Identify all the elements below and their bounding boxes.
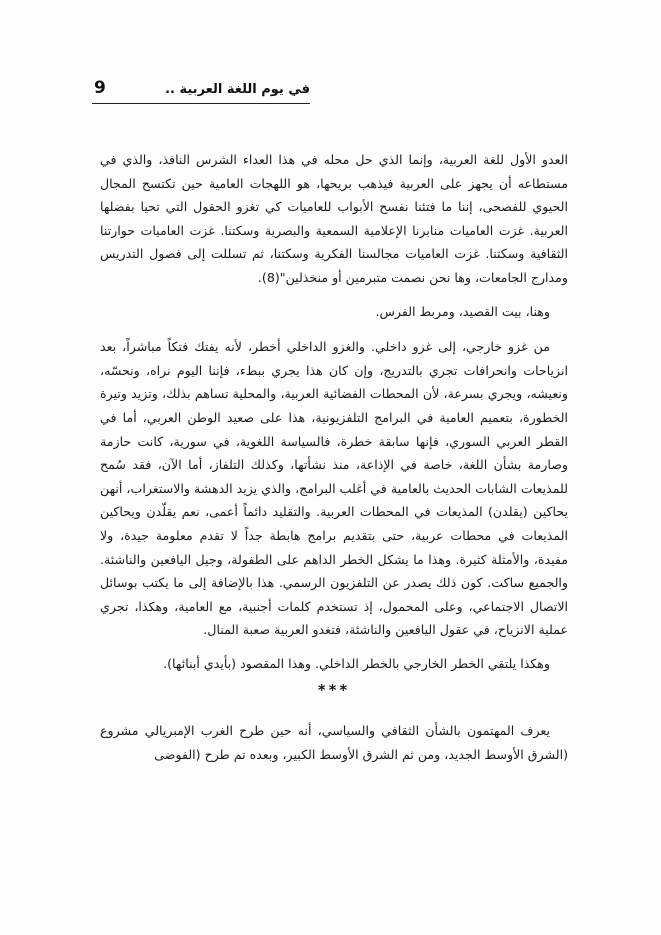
paragraph-2: وهنا، بيت القصيد، ومربط الفرس. (375, 303, 550, 319)
paragraph-1: العدو الأول للغة العربية، وإنما الذي حل محله في هذا العداء الشرس النافذ، والذي في مستطاعه أن يجهز على العربية فيذهب بريحها، هو اللهجات العامية حين تكتسح المجال الحيوي للفصحى، إننا ما فتئنا نفسح الأبواب للعاميات كي تغزو الحقول التي تحيا بفضلها العربية. غزت العاميات منابرنا الإعلامية السمعية والبصرية وسكتنا. غزت العاميات حوارتنا الثقافية وسكتنا. غزت العاميات مجالسنا الفكرية وسكتنا، ثم تسللت إلى فصول التدريس ومدارج الجامعات، وها نحن نصمت متبرمين أو منخذلين"(8). (100, 152, 568, 285)
header-rule (92, 103, 310, 104)
paragraph-3: من غزو خارجي، إلى غزو داخلي. والغزو الداخلي أخطر، لأنه يفتك فتكاً مباشراً، بعد انزياحات وانحرافات تجري بالتدريج، وإن كان هذا يجري ببطء، فإننا اليوم نراه، ونحسّه، ونعيشه، ويجري بسرعة، لأن المحطات الفضائية العربية، والمحلية تساهم بذلك، وتزيد وتيرة الخطورة، بتعميم العامية في البرامج التلفزيونية، هذا على صعيد الوطن العربي، أما في القطر العربي السوري، فإنها سابقة خطرة، فالسياسة اللغوية، في سورية، كانت حازمة وصارمة بشأن اللغة، خاصة في الإذاعة، منذ نشأتها، وكذلك التلفاز، أما الآن، فقد سُمح للمذيعات الشابات الحديث بالعامية في أغلب البرامج، والذي يزيد الدهشة والاستغراب، أنهن يحاكين (يقلدن) المذيعات في المحطات العربية. والتقليد دائماً أعمى، نعم يقلّدن ويحاكين المذيعات في محطات عربية، حتى بتقديم برامج هابطة جداً لا تقدم معلومة جيدة، ولا مفيدة، والأمثلة كثيرة. وهذا ما يشكل الخطر الداهم على الطفولة، وجيل اليافعين والناشئة. والجميع ساكت. كون ذلك يصدر عن التلفزيون الرسمي. هذا بالإضافة إلى ما يكتب بوسائل الاتصال الاجتماعي، وعلى المحمول، إذ تستخدم كلمات أجنبية، مع العامية، وهكذا، تجري عملية الانزياح، في عقول اليافعين والناشئة، فتغدو العربية صعبة المنال. (100, 339, 568, 638)
running-header-title: في يوم اللغة العربية .. (165, 82, 310, 97)
page-number: 9 (94, 78, 106, 98)
paragraph-5: يعرف المهتمون بالشأن الثقافي والسياسي، أنه حين طرح الغرب الإمبريالي مشروع (الشرق الأوسط الجديد، ومن ثم الشرق الأوسط الكبير، وبعده تم طرح (الفوضى (100, 723, 568, 762)
section-separator: *** (317, 681, 351, 700)
body-text (100, 148, 568, 766)
running-header (92, 78, 310, 106)
paragraph-4: وهكذا يلتقي الخطر الخارجي بالخطر الداخلي. وهذا المقصود (بأيدي أبنائها). (163, 655, 550, 671)
